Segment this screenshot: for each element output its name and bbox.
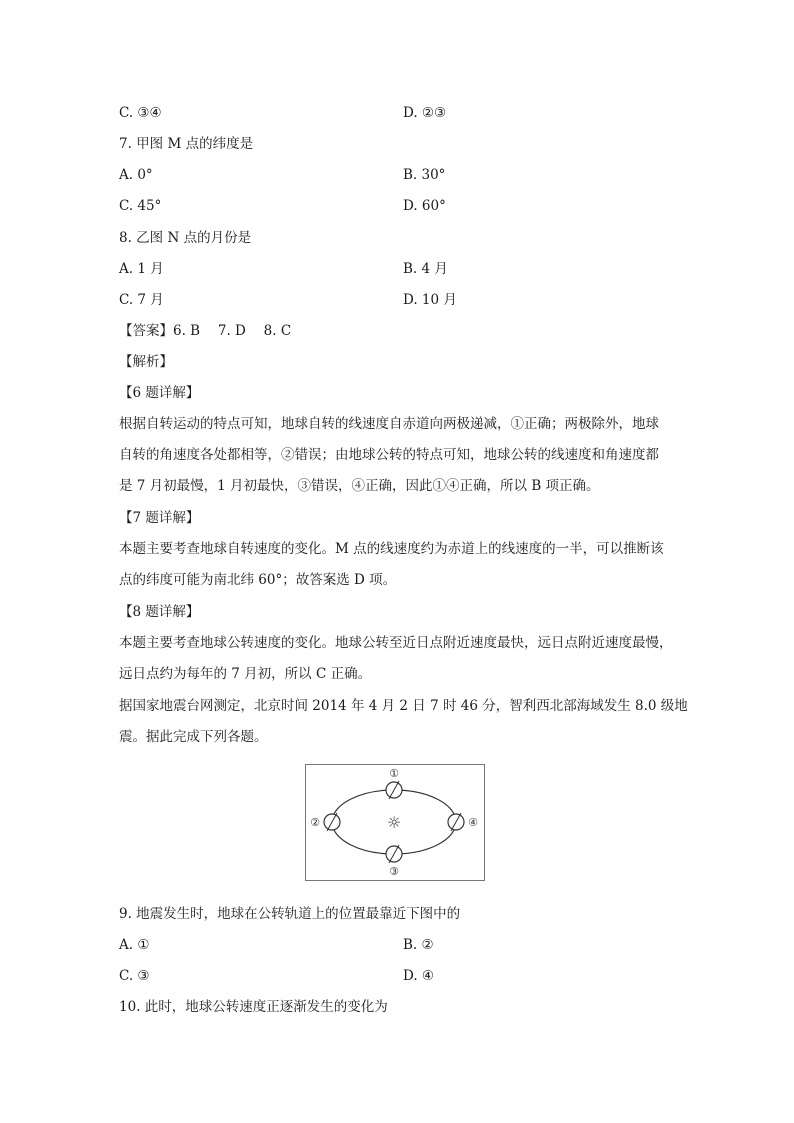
answer-line: 【答案】6. B 7. D 8. C bbox=[119, 323, 292, 339]
earth-position-4 bbox=[448, 813, 464, 831]
q9-stem: 9. 地震发生时，地球在公转轨道上的位置最靠近下图中的 bbox=[119, 906, 461, 922]
q7-option-d: D. 60° bbox=[403, 198, 446, 214]
label-position-3: ③ bbox=[389, 865, 399, 878]
q7-option-a: A. 0° bbox=[119, 167, 153, 183]
q9-option-c: C. ③ bbox=[119, 968, 150, 984]
detail8-line: 本题主要考查地球公转速度的变化。地球公转至近日点附近速度最快，远日点附近速度最慢， bbox=[119, 635, 673, 651]
analysis-heading: 【解析】 bbox=[119, 354, 173, 370]
q9-option-d: D. ④ bbox=[403, 968, 435, 984]
earth-position-2 bbox=[324, 813, 340, 831]
q8-option-d: D. 10 月 bbox=[403, 292, 457, 308]
detail8-line: 远日点约为每年的 7 月初，所以 C 正确。 bbox=[119, 666, 372, 682]
detail6-line: 是 7 月初最慢，1 月初最快，③错误，④正确，因此①④正确，所以 B 项正确。 bbox=[119, 478, 600, 494]
earth-position-1 bbox=[386, 781, 402, 799]
q10-stem: 10. 此时，地球公转速度正逐渐发生的变化为 bbox=[119, 999, 388, 1015]
label-position-4: ④ bbox=[468, 816, 478, 829]
q9-option-b: B. ② bbox=[403, 937, 434, 953]
label-position-2: ② bbox=[310, 816, 320, 829]
q6-option-d: D. ②③ bbox=[403, 105, 447, 121]
detail6-body bbox=[119, 409, 679, 502]
detail6-line: 自转的角速度各处都相等，②错误；由地球公转的特点可知，地球公转的线速度和角速度都 bbox=[119, 447, 659, 463]
intro-line: 据国家地震台网测定，北京时间 2014 年 4 月 2 日 7 时 46 分，智利西北部海域发生 8.0 级地 bbox=[119, 698, 688, 714]
q8-option-a: A. 1 月 bbox=[119, 261, 164, 277]
detail6-line: 根据自转运动的特点可知，地球自转的线速度自赤道向两极递减，①正确；两极除外，地球 bbox=[119, 416, 659, 432]
q9-option-a: A. ① bbox=[119, 937, 150, 953]
intro-line: 震。据此完成下列各题。 bbox=[119, 729, 268, 745]
earth-position-3 bbox=[386, 845, 402, 863]
q8-option-b: B. 4 月 bbox=[403, 261, 448, 277]
q7-option-c: C. 45° bbox=[119, 198, 162, 214]
q7-option-b: B. 30° bbox=[403, 167, 446, 183]
detail8-body bbox=[119, 628, 679, 690]
detail7-body bbox=[119, 534, 679, 596]
sun-icon: ☼ bbox=[386, 813, 402, 832]
label-position-1: ① bbox=[389, 767, 399, 780]
q7-stem: 7. 甲图 M 点的纬度是 bbox=[119, 136, 254, 152]
intro-paragraph bbox=[119, 691, 688, 753]
q8-option-c: C. 7 月 bbox=[119, 292, 164, 308]
detail7-heading: 【7 题详解】 bbox=[119, 510, 200, 526]
orbit-figure bbox=[305, 764, 485, 881]
q8-stem: 8. 乙图 N 点的月份是 bbox=[119, 230, 252, 246]
q6-option-c: C. ③④ bbox=[119, 105, 162, 121]
detail6-heading: 【6 题详解】 bbox=[119, 385, 200, 401]
detail8-heading: 【8 题详解】 bbox=[119, 604, 200, 620]
detail7-line: 点的纬度可能为南北纬 60°；故答案选 D 项。 bbox=[119, 572, 397, 588]
detail7-line: 本题主要考查地球自转速度的变化。M 点的线速度约为赤道上的线速度的一半，可以推断该 bbox=[119, 541, 664, 557]
